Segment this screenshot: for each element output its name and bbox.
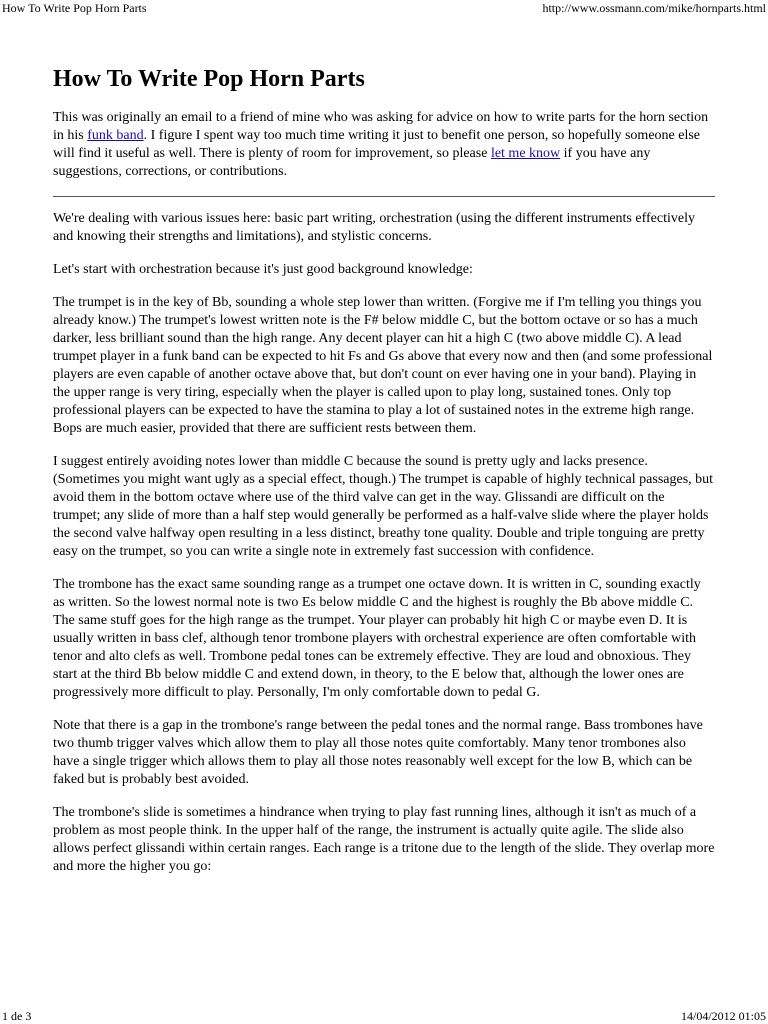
body-paragraph: The trumpet is in the key of Bb, sounding a whole step lower than written. (Forgive me if I'm telling you things you already know.) The trumpet's lowest written note is the F# below middle C, but the bottom octave or so has a much darker, less brilliant sound than the high range. Any decent player can hit a high C (two above middle C). A lead trumpet player in a funk band can be expected to hit Fs and Gs above that every now and then (and some professional players are even capable of another octave above that, but don't count on ever having one in your band). Playing in the upper range is very tiring, especially when the player is called upon to play long, sustained tones. Only top professional players can be expected to have the stamina to play a lot of sustained notes in the extreme high range. Bops are much easier, provided that there are sufficient rests between them.: [53, 295, 713, 436]
print-footer-datetime: 14/04/2012 01:05: [680, 1009, 766, 1023]
print-header-title: How To Write Pop Horn Parts: [2, 1, 147, 15]
body-paragraph: The trombone has the exact same sounding range as a trumpet one octave down. It is written in C, sounding exactly as written. So the lowest normal note is two Es below middle C and the highest is roughly the Bb above middle C. The same stuff goes for the high range as the trumpet. Your player can probably hit high C or maybe even D. It is usually written in bass clef, although tenor trombone players with orchestral experience are often comfortable with tenor and alto clefs as well. Trombone pedal tones can be extremely effective. They are loud and obnoxious. They start at the third Bb below middle C and extend down, in theory, to the E below that, although the lower ones are progressively more difficult to play. Personally, I'm only comfortable down to pedal G.: [53, 577, 701, 700]
horizontal-rule: [53, 196, 715, 197]
article: [53, 64, 715, 891]
body-paragraph: We're dealing with various issues here: basic part writing, orchestration (using the different instruments effectively and knowing their strengths and limitations), and stylistic concerns.: [53, 211, 695, 244]
body-paragraph: I suggest entirely avoiding notes lower than middle C because the sound is pretty ugly and lacks presence. (Sometimes you might want ugly as a special effect, though.) The trumpet is capable of highly technical passages, but avoid them in the bottom octave where use of the third valve can get in the way. Glissandi are difficult on the trumpet; any slide of more than a half step would generally be performed as a half-valve slide where the player holds the second valve halfway open resulting in a less distinct, breathy tone quality. Double and triple tonguing are pretty easy on the trumpet, so you can write a single note in extremely fast succession with confidence.: [53, 454, 714, 559]
page-title: How To Write Pop Horn Parts: [53, 66, 365, 92]
intro-text-3: if you have any suggestions, corrections, or contributions.: [53, 146, 651, 179]
intro-text-2: . I figure I spent way too much time writing it just to benefit one person, so hopefully someone else will find it useful as well. There is plenty of room for improvement, so please: [53, 128, 701, 161]
print-header-url: http://www.ossmann.com/mike/hornparts.html: [542, 1, 766, 15]
intro-paragraph: [53, 109, 715, 181]
body-paragraph: The trombone's slide is sometimes a hindrance when trying to play fast running lines, although it isn't as much of a problem as most people think. In the upper half of the range, the instrument is actually quite agile. The slide also allows perfect glissandi within certain ranges. Each range is a tritone due to the length of the slide. They overlap more and more the higher you go:: [53, 805, 715, 874]
print-footer-page: 1 de 3: [2, 1009, 32, 1023]
intro-text-1: This was originally an email to a friend of mine who was asking for advice on how to write parts for the horn section in his: [53, 110, 709, 143]
let-me-know-link[interactable]: let me know: [490, 146, 561, 161]
funk-band-link[interactable]: funk band: [87, 128, 144, 143]
body-paragraph: Let's start with orchestration because it's just good background knowledge:: [53, 262, 473, 277]
body-paragraph: Note that there is a gap in the trombone's range between the pedal tones and the normal range. Bass trombones have two thumb trigger valves which allow them to play all those notes quite comfortably. Many tenor trombones also have a single trigger which allows them to play all those notes reasonably well except for the low B, which can be faked but is probably best avoided.: [53, 718, 703, 787]
